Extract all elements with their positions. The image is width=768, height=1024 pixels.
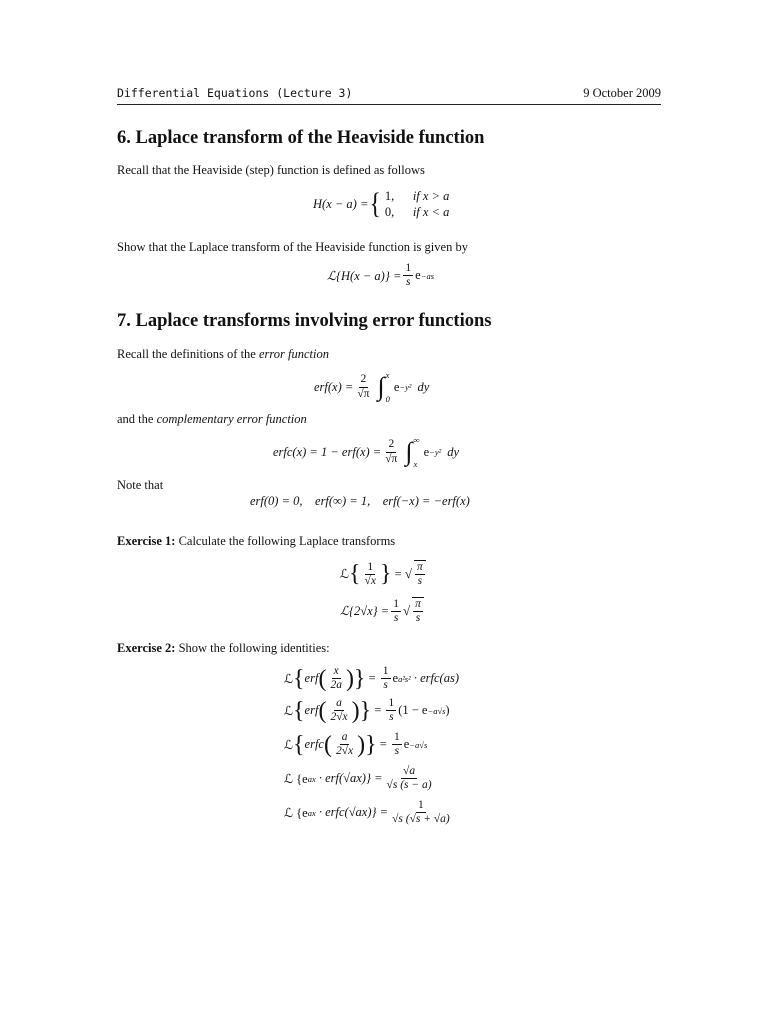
case1-condition: if x > a — [412, 189, 450, 203]
section-6-show-text: Show that the Laplace transform of the Heaviside function is given by — [117, 240, 468, 254]
integral-sign: ∫ x 0 — [377, 370, 390, 404]
heaviside-lhs: H(x − a) = — [313, 196, 369, 211]
section-6-intro: Recall that the Heaviside (step) function is defined as follows — [117, 163, 425, 177]
exercise-1-eq1: ℒ { $\frac{1}{√x}$ } = √ $\frac{\pi}{s}$ — [340, 560, 428, 588]
result-exponent: −as — [420, 270, 435, 281]
erf-properties: erf(0) = 0, erf(∞) = 1, erf(−x) = −erf(x) — [250, 494, 470, 508]
running-header — [117, 86, 661, 101]
identity-4: ℒ {e ax · erf(√ax)} = $\frac{√a}{√s (s - a)}$ — [284, 765, 432, 792]
heaviside-laplace-result: ℒ{H(x − a)} = $\frac{1}{s}$ e −as — [327, 262, 435, 289]
case1-value: 1, — [384, 189, 395, 203]
exercise-2: Exercise 2: Show the following identities: — [117, 641, 330, 655]
section-6-title: 6. Laplace transform of the Heaviside function — [117, 128, 485, 148]
term-error-function: error function — [258, 347, 330, 361]
header-rule — [117, 104, 661, 105]
heaviside-cases — [385, 188, 450, 221]
identity-2: ℒ { erf ( $\frac{a}{2√x}$ )} = $\frac{1}{s}$ (1 − e −a√s ) — [284, 697, 450, 724]
exercise-1: Exercise 1: Calculate the following Laplace transforms — [117, 534, 396, 548]
exercise-2-label: Exercise 2: — [117, 641, 176, 655]
erfc-definition: erfc(x) = 1 − erf(x) = $\frac{2}{√\pi}$ ∫ ∞ x e −y² dy — [273, 435, 459, 469]
section-7-title: 7. Laplace transforms involving error functions — [117, 311, 492, 331]
cases-brace: { — [369, 187, 382, 221]
identity-3: ℒ { erfc ( $\frac{a}{2√x}$ )} = $\frac{1}{s}$ e −a√s — [284, 731, 428, 758]
heaviside-definition — [313, 188, 449, 221]
exercise-1-eq2: ℒ{2√x} = $\frac{1}{s}$ √ $\frac{\pi}{s}$ — [340, 597, 426, 625]
section-7-and-text: and the complementary error function — [117, 412, 307, 426]
case2-value: 0, — [384, 205, 395, 220]
header-date: 9 October 2009 — [583, 86, 661, 100]
note-label: Note that — [117, 478, 164, 492]
header-course-title: Differential Equations (Lecture 3) — [117, 86, 353, 100]
section-7-recall: Recall the definitions of the error function — [117, 347, 330, 361]
integral-sign: ∫ ∞ x — [405, 435, 420, 469]
erf-definition: erf(x) = $\frac{2}{√\pi}$ ∫ x 0 e −y² dy — [314, 370, 430, 404]
case2-condition: if x < a — [412, 205, 450, 220]
identity-5: ℒ {e ax · erfc(√ax)} = $\frac{1}{√s (√s + √a)}$ — [284, 799, 450, 826]
term-complementary-error-function: complementary error function — [156, 412, 307, 426]
exercise-1-label: Exercise 1: — [117, 534, 176, 548]
identity-1: ℒ { erf ( $\frac{x}{2a}$ )} = $\frac{1}{s}$ e a²s² · erfc(as) — [284, 665, 459, 692]
result-fraction: $\frac{1}{s}$ — [405, 262, 412, 289]
result-lhs: ℒ{H(x − a)} = — [327, 268, 402, 283]
